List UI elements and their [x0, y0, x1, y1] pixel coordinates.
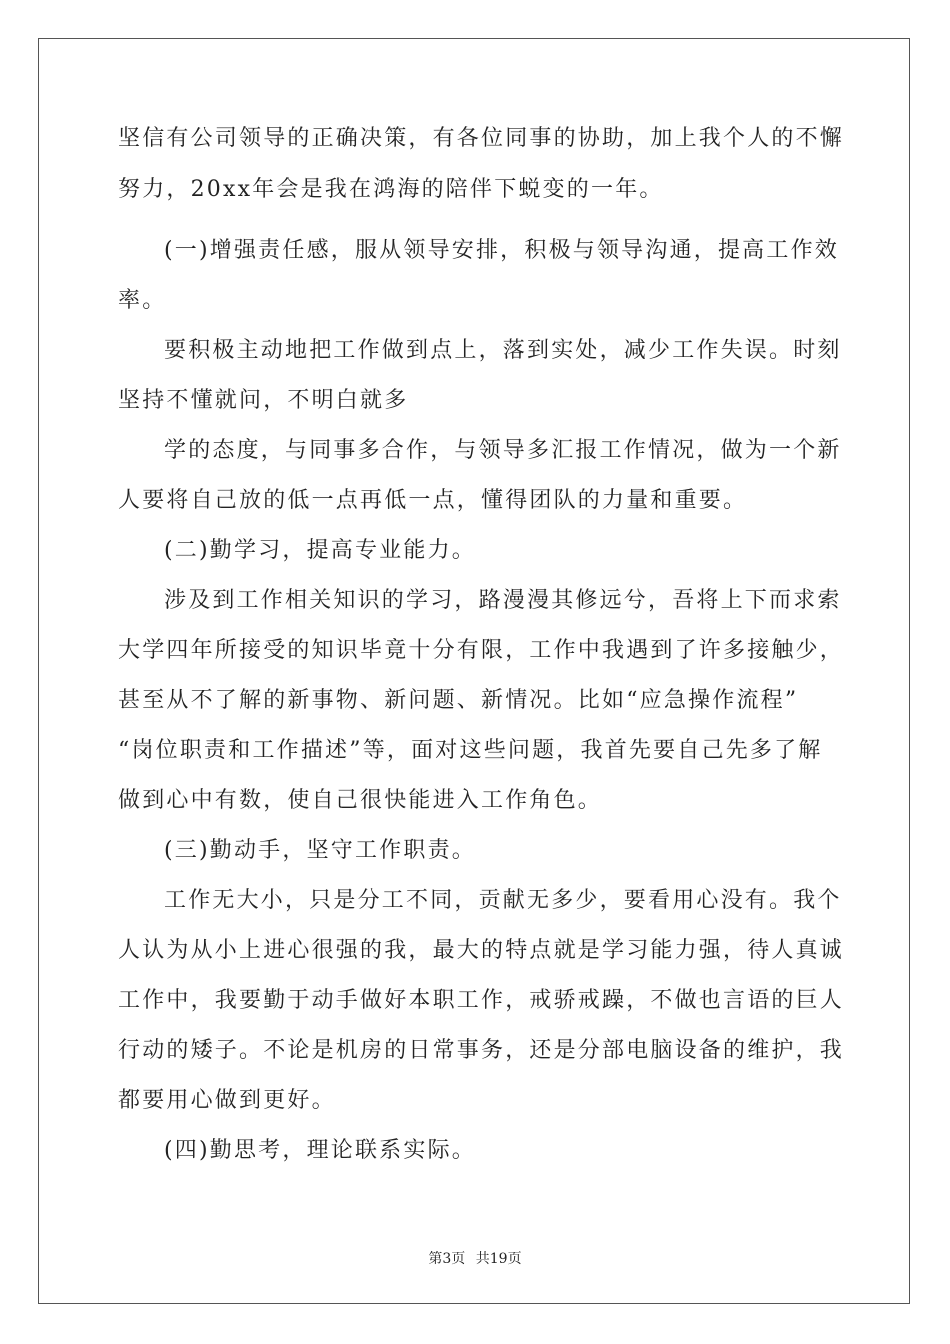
- section-heading: (三)勤动手，坚守工作职责。: [164, 838, 476, 863]
- text-line: 做到心中有数，使自己很快能进入工作角色。: [118, 788, 603, 813]
- text-line: 人要将自己放的低一点再低一点，懂得团队的力量和重要。: [118, 488, 748, 513]
- section-heading: (二)勤学习，提高专业能力。: [164, 538, 476, 563]
- text-line: 要积极主动地把工作做到点上，落到实处，减少工作失误。时刻: [164, 338, 842, 363]
- text-line: 工作中，我要勤于动手做好本职工作，戒骄戒躁，不做也言语的巨人: [118, 988, 845, 1013]
- text-line: 甚至从不了解的新事物、新问题、新情况。比如“应急操作流程”: [118, 688, 799, 713]
- text-line: 大学四年所接受的知识毕竟十分有限，工作中我遇到了许多接触少，: [118, 638, 845, 663]
- text-line: 坚持不懂就问，不明白就多: [118, 388, 409, 413]
- text-line: 行动的矮子。不论是机房的日常事务，还是分部电脑设备的维护，我: [118, 1038, 845, 1063]
- section-heading: (四)勤思考，理论联系实际。: [164, 1138, 476, 1163]
- text-line: “岗位职责和工作描述”等，面对这些问题，我首先要自己先多了解: [118, 738, 823, 763]
- page-footer: [0, 1248, 950, 1268]
- text-line: 学的态度，与同事多合作，与领导多汇报工作情况，做为一个新: [164, 438, 842, 463]
- page-number: 第3页: [428, 1251, 466, 1267]
- text-line: 率。: [118, 288, 167, 313]
- text-line: 坚信有公司领导的正确决策，有各位同事的协助，加上我个人的不懈: [118, 126, 845, 151]
- text-line: 涉及到工作相关知识的学习，路漫漫其修远兮，吾将上下而求索: [164, 588, 842, 613]
- section-heading: (一)增强责任感，服从领导安排，积极与领导沟通，提高工作效: [164, 238, 839, 263]
- text-line: 都要用心做到更好。: [118, 1088, 336, 1113]
- text-line: 努力，20xx年会是我在鸿海的陪伴下蜕变的一年。: [118, 177, 664, 202]
- text-line: 人认为从小上进心很强的我，最大的特点就是学习能力强，待人真诚: [118, 938, 845, 963]
- total-pages: 共19页: [475, 1251, 522, 1267]
- text-line: 工作无大小，只是分工不同，贡献无多少，要看用心没有。我个: [164, 888, 842, 913]
